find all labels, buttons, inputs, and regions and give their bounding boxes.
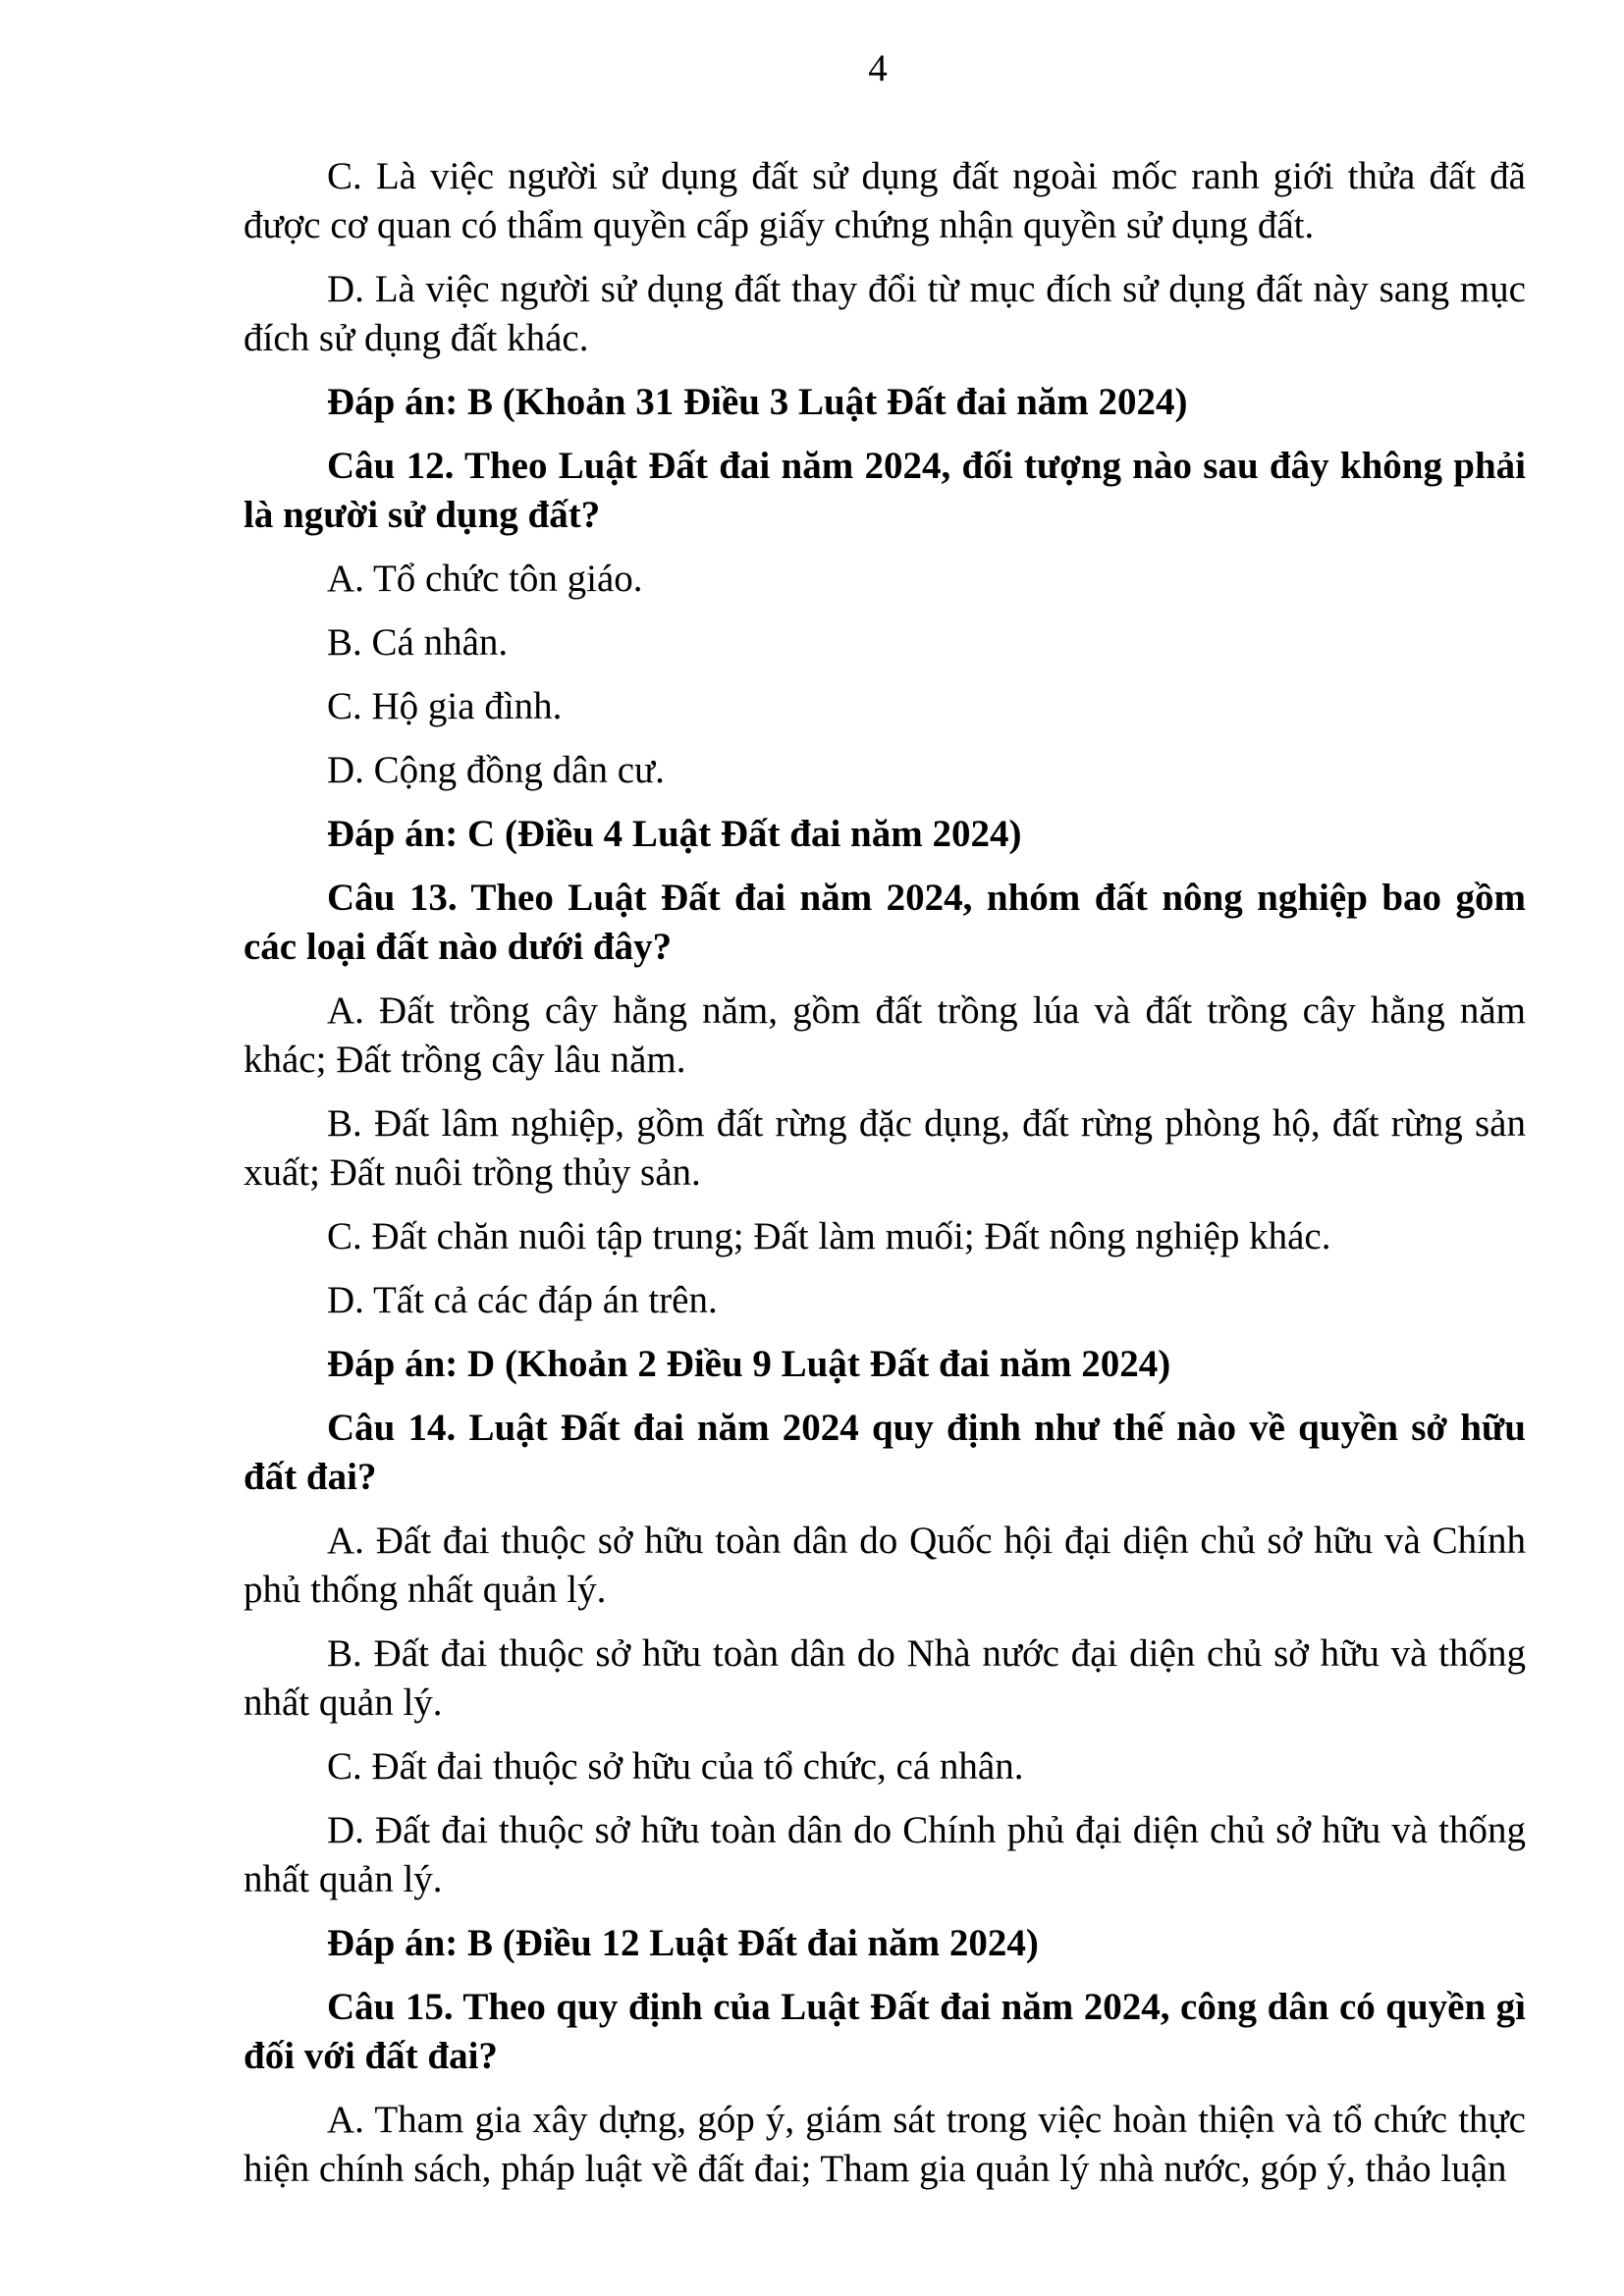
q14-answer: Đáp án: B (Điều 12 Luật Đất đai năm 2024) bbox=[327, 1922, 1039, 1964]
q12-answer: Đáp án: C (Điều 4 Luật Đất đai năm 2024) bbox=[327, 813, 1022, 855]
q14-option-c: C. Đất đai thuộc sở hữu của tổ chức, cá nhân. bbox=[327, 1745, 1024, 1788]
option-d-paragraph: D. Là việc người sử dụng đất thay đổi từ mục đích sử dụng đất này sang mục đích sử dụng đất khác. bbox=[244, 268, 1526, 359]
question-12: Câu 12. Theo Luật Đất đai năm 2024, đối tượng nào sau đây không phải là người sử dụng đất? bbox=[244, 445, 1526, 536]
q13-option-a: A. Đất trồng cây hằng năm, gồm đất trồng lúa và đất trồng cây hằng năm khác; Đất trồng cây lâu năm. bbox=[244, 989, 1526, 1081]
q13-answer: Đáp án: D (Khoản 2 Điều 9 Luật Đất đai năm 2024) bbox=[327, 1343, 1171, 1385]
document-body bbox=[244, 152, 1526, 2209]
q13-option-d: D. Tất cả các đáp án trên. bbox=[327, 1279, 718, 1321]
page-number: 4 bbox=[868, 47, 888, 89]
question-15: Câu 15. Theo quy định của Luật Đất đai năm 2024, công dân có quyền gì đối với đất đai? bbox=[244, 1986, 1526, 2077]
question-13: Câu 13. Theo Luật Đất đai năm 2024, nhóm đất nông nghiệp bao gồm các loại đất nào dưới đây? bbox=[244, 877, 1526, 968]
q14-option-a: A. Đất đai thuộc sở hữu toàn dân do Quốc hội đại diện chủ sở hữu và Chính phủ thống nhất quản lý. bbox=[244, 1520, 1526, 1611]
answer-line: Đáp án: B (Khoản 31 Điều 3 Luật Đất đai năm 2024) bbox=[327, 381, 1188, 423]
q12-option-c: C. Hộ gia đình. bbox=[327, 685, 563, 727]
option-c-paragraph: C. Là việc người sử dụng đất sử dụng đất ngoài mốc ranh giới thửa đất đã được cơ quan có thẩm quyền cấp giấy chứng nhận quyền sử dụng đất. bbox=[244, 155, 1526, 246]
q12-option-b: B. Cá nhân. bbox=[327, 621, 509, 664]
question-14: Câu 14. Luật Đất đai năm 2024 quy định như thế nào về quyền sở hữu đất đai? bbox=[244, 1407, 1526, 1498]
q12-option-a: A. Tổ chức tôn giáo. bbox=[327, 558, 643, 600]
q13-option-c: C. Đất chăn nuôi tập trung; Đất làm muối; Đất nông nghiệp khác. bbox=[327, 1215, 1331, 1257]
q12-option-d: D. Cộng đồng dân cư. bbox=[327, 749, 665, 791]
q15-option-a: A. Tham gia xây dựng, góp ý, giám sát trong việc hoàn thiện và tổ chức thực hiện chính sách, pháp luật về đất đai; Tham gia quản lý nhà nước, góp ý, thảo luận bbox=[244, 2099, 1526, 2190]
q14-option-b: B. Đất đai thuộc sở hữu toàn dân do Nhà nước đại diện chủ sở hữu và thống nhất quản lý. bbox=[244, 1632, 1526, 1724]
q14-option-d: D. Đất đai thuộc sở hữu toàn dân do Chính phủ đại diện chủ sở hữu và thống nhất quản lý. bbox=[244, 1809, 1526, 1900]
q13-option-b: B. Đất lâm nghiệp, gồm đất rừng đặc dụng, đất rừng phòng hộ, đất rừng sản xuất; Đất nuôi trồng thủy sản. bbox=[244, 1102, 1526, 1194]
